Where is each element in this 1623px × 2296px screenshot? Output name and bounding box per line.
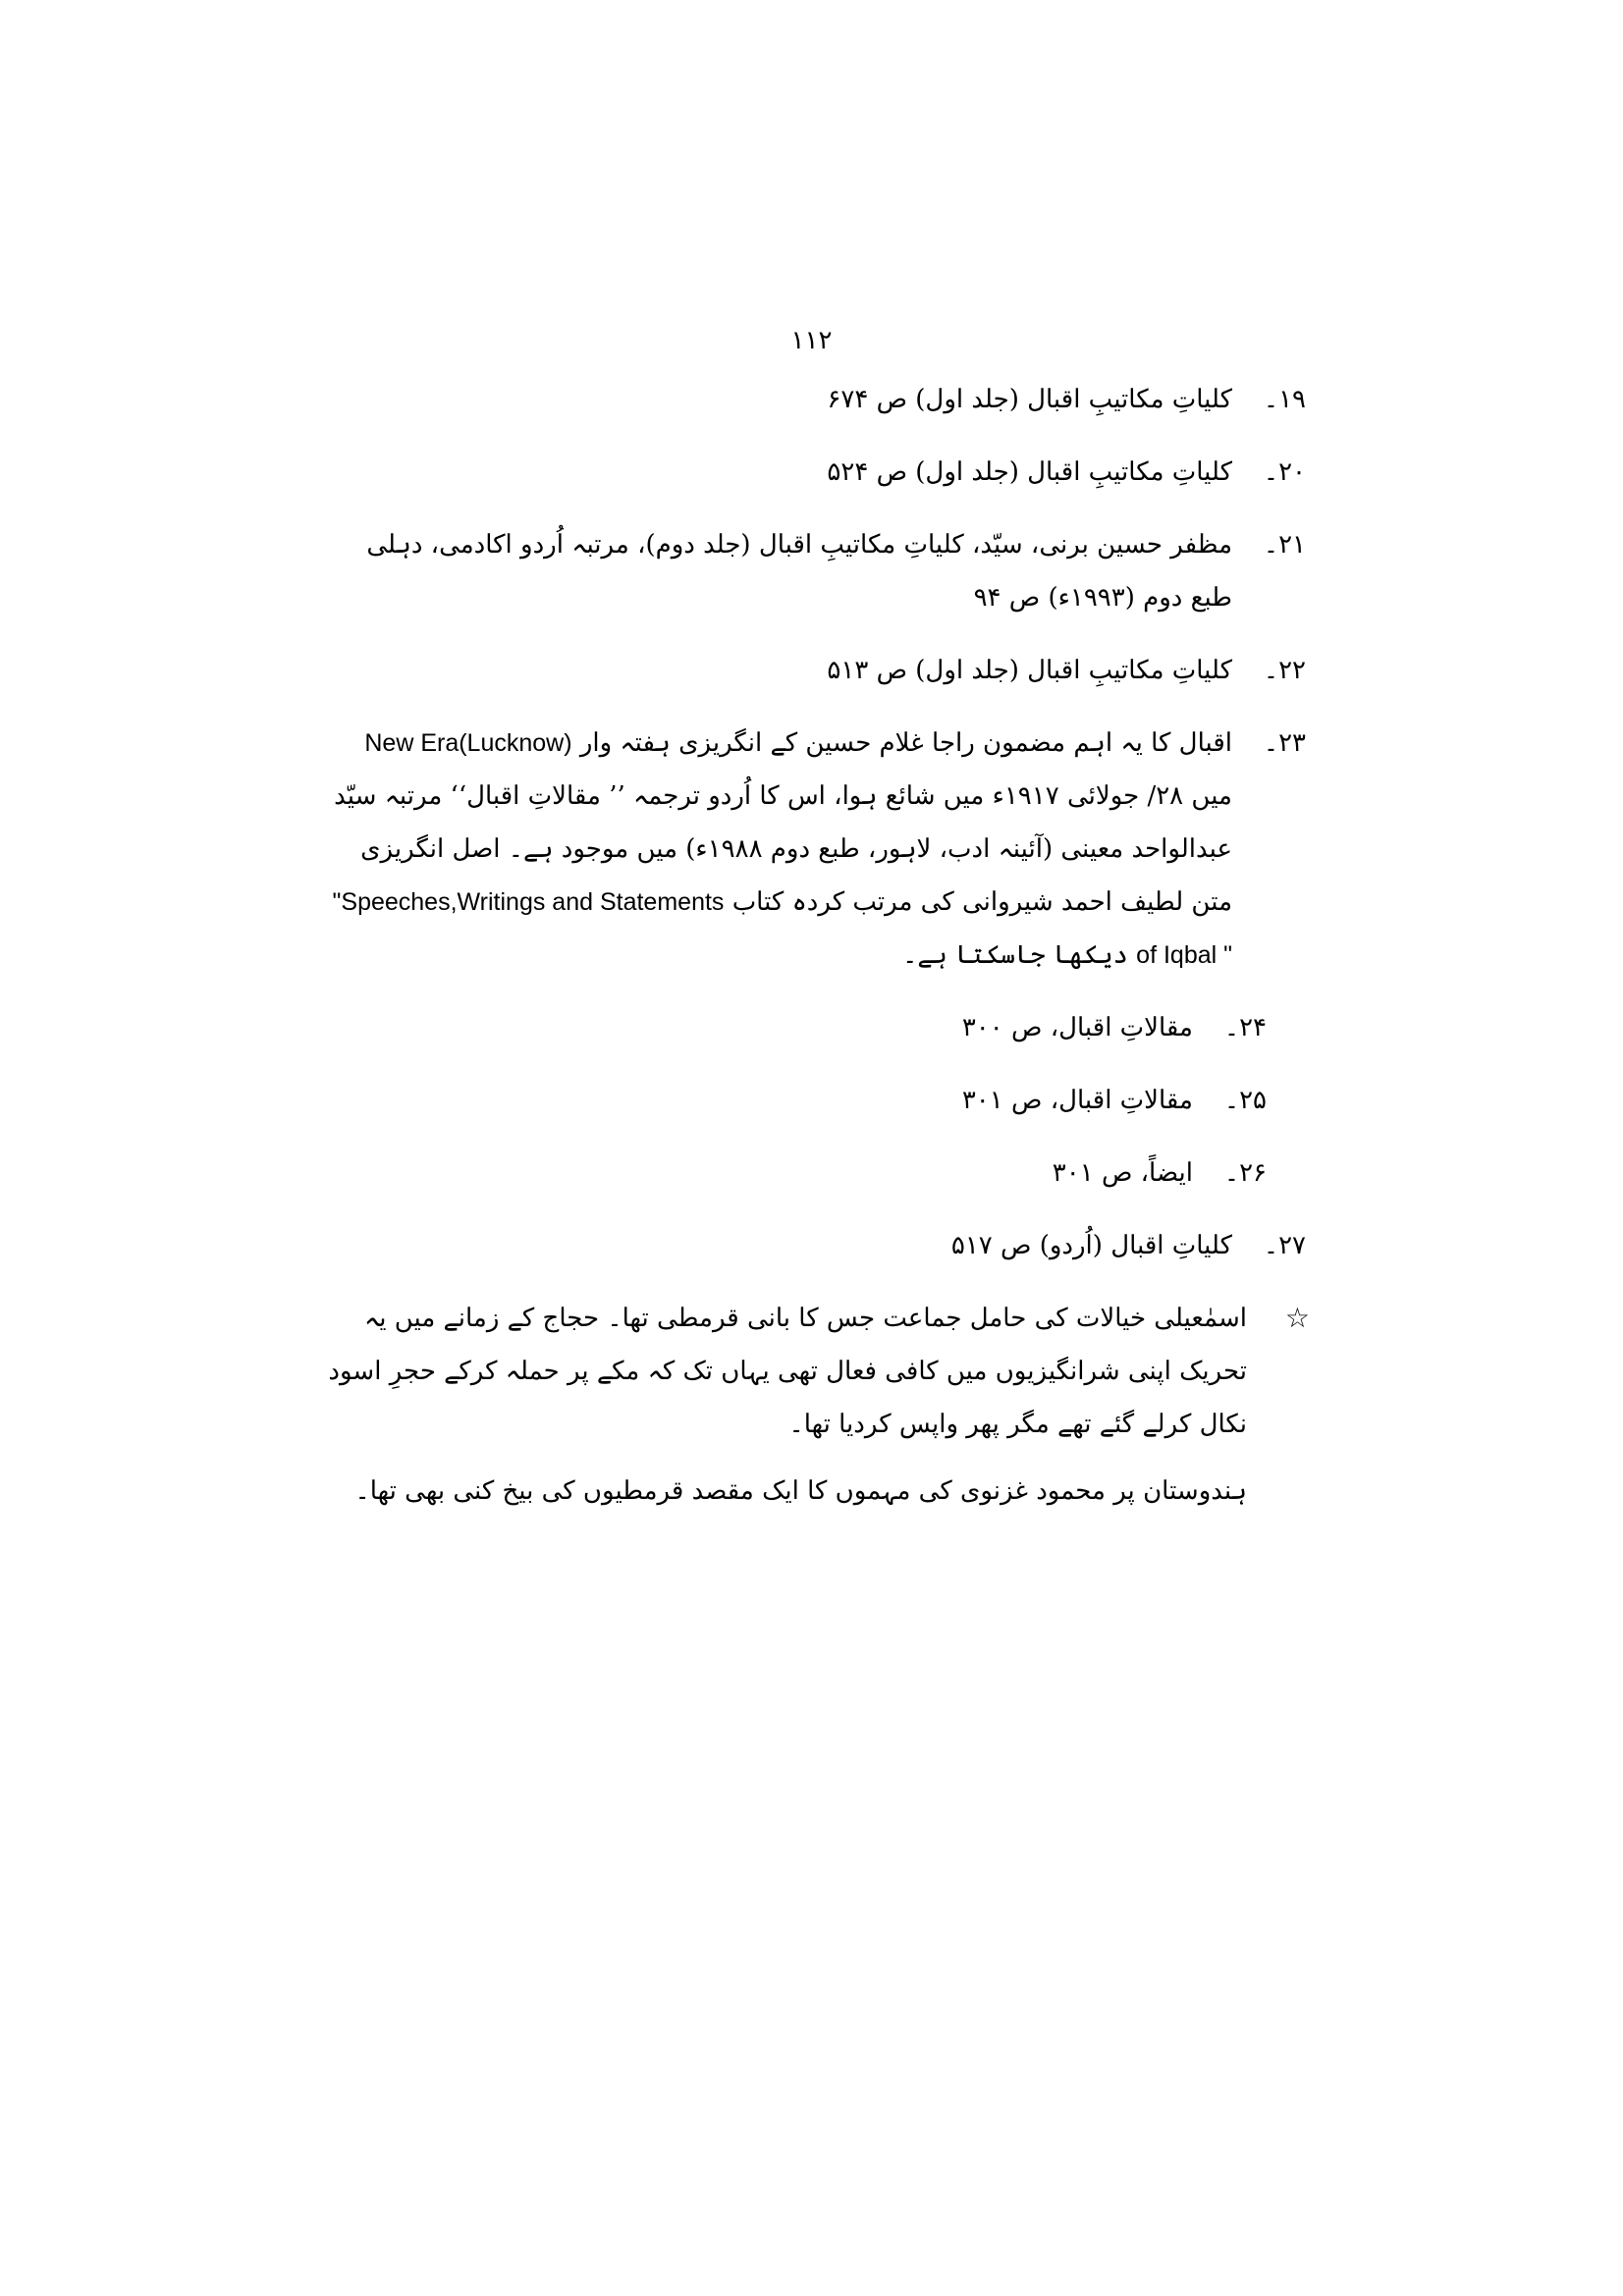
endnote-text: کلیاتِ اقبال (اُردو) ص ۵۱۷ [950, 1231, 1232, 1260]
endnote-text [324, 717, 1306, 982]
endnote-number: ۲۰۔ [1263, 457, 1306, 487]
endnote-number: ۲۶۔ [1223, 1158, 1267, 1188]
endnote-25 [324, 1074, 1306, 1127]
endnote-text: مظفر حسین برنی، سیّد، کلیاتِ مکاتیبِ اقبال (جلد دوم)، مرتبہ اُردو اکادمی، دہلی طبع دوم (۱۹۹۳ء) ص ۹۴ [366, 530, 1232, 613]
endnote-22 [324, 644, 1306, 697]
endnote-number: ۱۹۔ [1263, 385, 1306, 414]
endnote-24 [324, 1001, 1306, 1054]
book-title: "Speeches,Writings and Statements of Iqbal " [332, 888, 1232, 969]
endnote-number: ۲۳۔ [1263, 728, 1306, 758]
endnote-21 [324, 518, 1306, 624]
endnote-number: ۲۱۔ [1263, 530, 1306, 560]
endnote-text: مقالاتِ اقبال، ص ۳۰۱ [961, 1086, 1193, 1115]
endnote-number: ۲۲۔ [1263, 656, 1306, 685]
endnote-27 [324, 1219, 1306, 1272]
endnote-text: کلیاتِ مکاتیبِ اقبال (جلد اول) ص ۵۱۳ [827, 656, 1232, 685]
endnote-number: ۲۷۔ [1263, 1231, 1306, 1260]
endnote-text: کلیاتِ مکاتیبِ اقبال (جلد اول) ص ۶۷۴ [827, 385, 1232, 414]
star-footnote-text: اسمٰعیلی خیالات کی حامل جماعت جس کا بانی قرمطی تھا۔ حجاج کے زمانے میں یہ تحریک اپنی شرانگیزیوں میں کافی فعال تھی یہاں تک کہ مکے پر حملہ کرکے حجرِ اسود نکال کرلے گئے تھے مگر پھر واپس کردیا تھا۔ [328, 1304, 1247, 1439]
publication-name: New Era(Lucknow) [364, 729, 572, 757]
endnote-text: مقالاتِ اقبال، ص ۳۰۰ [961, 1013, 1193, 1042]
endnote-text: ایضاً، ص ۳۰۱ [1052, 1158, 1193, 1188]
endnote-number: ۲۵۔ [1223, 1086, 1267, 1115]
endnote-text-part: دیکھا جاسکتا ہے۔ [902, 940, 1128, 970]
endnote-26 [324, 1147, 1306, 1200]
endnote-23 [324, 717, 1306, 982]
star-icon: ☆ [1284, 1302, 1310, 1334]
endnotes-list [324, 373, 1310, 1518]
star-footnote-text: ہندوستان پر محمود غزنوی کی مہموں کا ایک مقصد قرمطیوں کی بیخ کنی بھی تھا۔ [354, 1476, 1247, 1506]
endnote-text-part: میں ۲۸/ جولائی ۱۹۱۷ء میں شائع ہوا، اس کا اُردو ترجمہ ’’ مقالاتِ اقبال‘‘ مرتبہ سیّد عبدالواحد معینی (آئینہ ادب، لاہور، طبع دوم ۱۹۸۸ء) میں موجود ہے۔ اصل انگریزی متن لطیف احمد شیروانی کی مرتب کردہ کتاب [334, 781, 1232, 917]
endnote-number: ۲۴۔ [1223, 1013, 1267, 1042]
page-number: ۱۱۲ [790, 326, 833, 355]
endnote-20 [324, 446, 1306, 499]
endnote-text: کلیاتِ مکاتیبِ اقبال (جلد اول) ص ۵۲۴ [827, 457, 1232, 487]
endnote-text-part: اقبال کا یہ اہم مضمون راجا غلام حسین کے انگریزی ہفتہ وار [579, 728, 1232, 758]
endnote-19 [324, 373, 1306, 426]
star-footnote [324, 1292, 1310, 1518]
